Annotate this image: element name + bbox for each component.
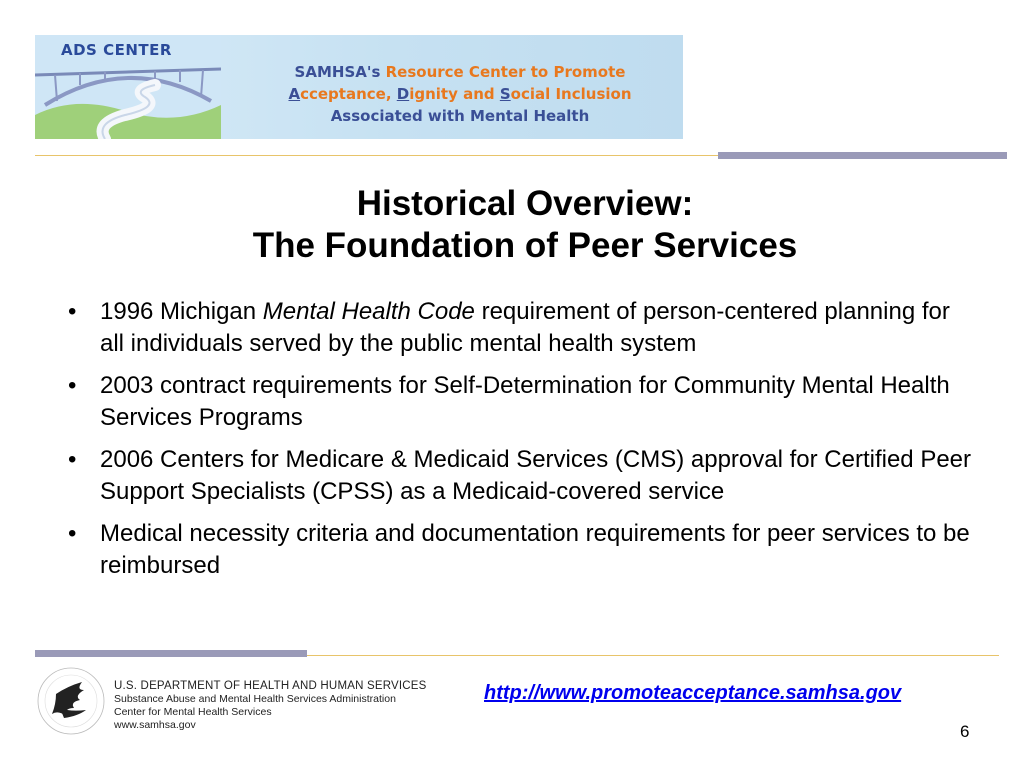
bottom-divider-line [307, 655, 999, 656]
hhs-department-name: U.S. DEPARTMENT OF HEALTH AND HUMAN SERVICES [114, 680, 427, 692]
tagline-acceptance: cceptance, [300, 85, 397, 103]
bullet-item [68, 370, 973, 434]
bullet-text-italic: Mental Health Code [262, 298, 475, 325]
slide-title [60, 183, 990, 267]
bullet-item [68, 518, 973, 582]
bullet-dot-icon: • [68, 520, 77, 547]
banner-tagline [240, 61, 680, 127]
tagline-social-inclusion: ocial Inclusion [510, 85, 632, 103]
tagline-letter-a: A [288, 85, 301, 103]
bullet-list [68, 296, 973, 592]
bullet-text: Medical necessity criteria and documentation requirements for peer services to be reimbursed [100, 520, 970, 579]
hhs-samhsa-name: Substance Abuse and Mental Health Services Administration [114, 693, 396, 705]
page-number: 6 [960, 722, 970, 741]
hhs-eagle-seal-icon [36, 664, 106, 738]
banner-brand: ADS CENTER [61, 41, 172, 59]
bullet-text-post: requirement of person-centered planning for all individuals served by the public mental health system [100, 298, 950, 357]
hhs-logo-block [36, 664, 431, 742]
tagline-dignity: ignity and [409, 85, 500, 103]
tagline-samhsa: SAMHSA's [294, 63, 386, 81]
bullet-dot-icon: • [68, 372, 77, 399]
bullet-text: 2003 contract requirements for Self-Determination for Community Mental Health Services Programs [100, 372, 950, 431]
bullet-text-pre: 1996 Michigan [100, 298, 263, 325]
bottom-divider-bar [35, 650, 307, 657]
bullet-dot-icon: • [68, 446, 77, 473]
hhs-text [114, 680, 427, 732]
top-divider-bar [718, 152, 1007, 159]
top-divider-line [35, 155, 718, 156]
promote-acceptance-link[interactable]: http://www.promoteacceptance.samhsa.gov [484, 682, 902, 704]
title-line-1: Historical Overview: [356, 184, 694, 223]
bullet-item [68, 296, 973, 360]
title-line-2: The Foundation of Peer Services [252, 226, 798, 265]
bullet-item [68, 444, 973, 508]
hhs-cmhs-name: Center for Mental Health Services [114, 706, 272, 718]
tagline-letter-d: D [396, 85, 410, 103]
bullet-dot-icon: • [68, 298, 77, 325]
bullet-text: 2006 Centers for Medicare & Medicaid Services (CMS) approval for Certified Peer Support Specialists (CPSS) as a Medicaid-covered service [100, 446, 972, 505]
ads-center-banner [35, 35, 683, 139]
tagline-resource-center: Resource Center to Promote [385, 63, 626, 81]
hhs-website: www.samhsa.gov [114, 719, 196, 731]
tagline-mental-health: Associated with Mental Health [330, 107, 590, 125]
tagline-letter-s: S [499, 85, 511, 103]
